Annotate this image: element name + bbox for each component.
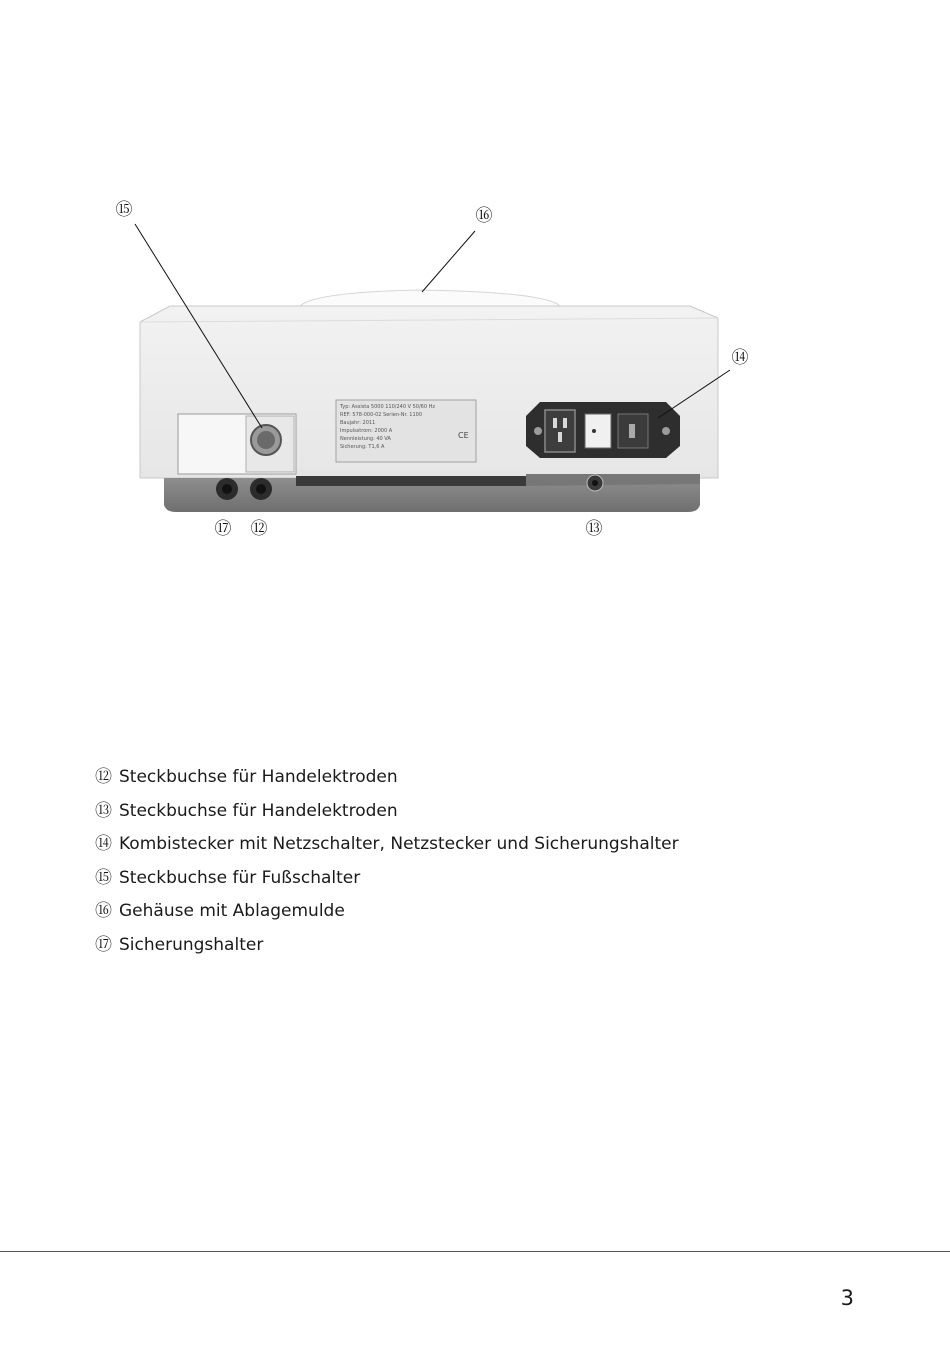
ce-mark: CE [458, 431, 469, 440]
type-plate [336, 400, 476, 462]
legend-number: ⑫ [95, 767, 112, 787]
legend-text: Steckbuchse für Handelektroden [119, 767, 398, 787]
legend-list [95, 765, 679, 966]
legend-item [95, 866, 679, 900]
type-plate-line2: REF: 578-000-02 Serien-Nr. 1100 [340, 412, 423, 418]
footer-divider [0, 1251, 950, 1252]
type-plate-line6: Sicherung: T1,6 A [340, 444, 385, 450]
power-entry-module [526, 402, 680, 458]
housing-tray [300, 290, 560, 306]
legend-item [95, 799, 679, 833]
type-plate-line4: Impulsstrom: 2000 A [340, 428, 393, 434]
page-number: 3 [840, 1286, 854, 1310]
legend-item [95, 765, 679, 799]
mains-switch [585, 414, 611, 448]
callout-16: ⑯ [475, 206, 493, 226]
legend-number: ⑬ [95, 800, 112, 821]
legend-number: ⑮ [95, 867, 112, 888]
callout-12: ⑫ [250, 519, 268, 539]
callout-17: ⑰ [214, 519, 232, 539]
type-plate-line1: Typ: Assista 5000 110/240 V 50/60 Hz [340, 404, 435, 410]
legend-text: Steckbuchse für Fußschalter [119, 867, 361, 888]
legend-number: ⑭ [95, 834, 112, 854]
callout-15: ⑮ [115, 200, 133, 220]
legend-text: Steckbuchse für Handelektroden [119, 800, 398, 821]
mains-socket [545, 410, 575, 452]
legend-text: Sicherungshalter [119, 934, 264, 955]
legend-number: ⑯ [95, 901, 112, 921]
callout-14: ⑭ [731, 348, 749, 368]
legend-number: ⑰ [95, 934, 112, 955]
legend-text: Kombistecker mit Netzschalter, Netzstecker und Sicherungshalter [119, 834, 679, 854]
legend-item [95, 832, 679, 866]
rear-socket-right [587, 475, 603, 491]
legend-item [95, 933, 679, 967]
type-plate-line5: Nennleistung: 40 VA [340, 436, 391, 442]
footswitch-socket-panel [178, 414, 296, 474]
legend-text: Gehäuse mit Ablagemulde [119, 901, 345, 921]
callout-13: ⑬ [585, 519, 603, 539]
legend-item [95, 899, 679, 933]
device-rear-figure [0, 0, 950, 600]
device-base [164, 474, 700, 512]
type-plate-line3: Baujahr: 2011 [340, 420, 376, 426]
